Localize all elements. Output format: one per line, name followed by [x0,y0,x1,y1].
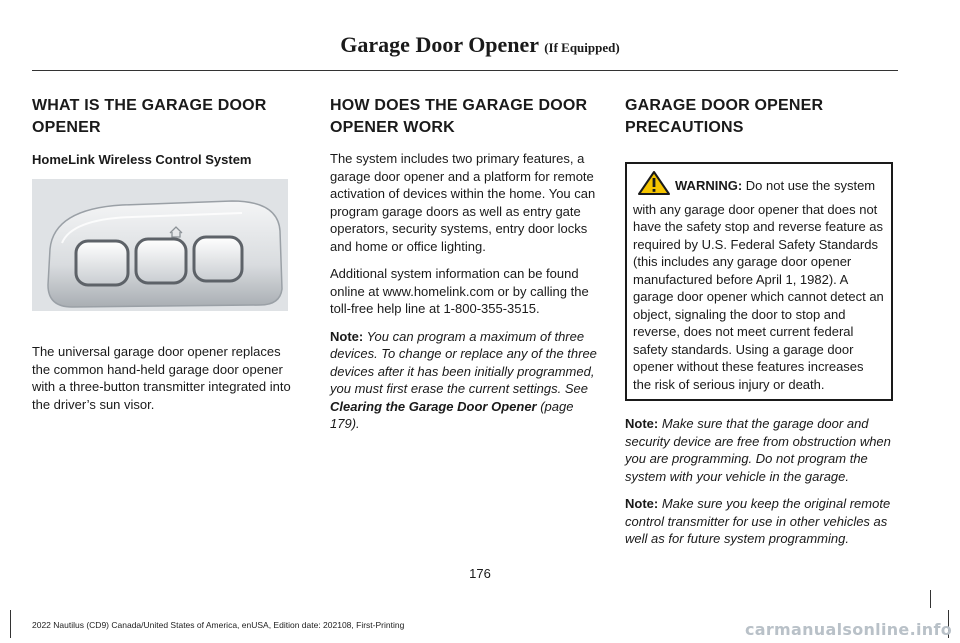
homelink-buttons-photo [32,179,288,311]
homelink-buttons-illustration [32,179,288,311]
warning-triangle-icon [637,170,671,201]
subheading-homelink: HomeLink Wireless Control System [32,152,252,167]
column-what-is [32,96,300,423]
column-precautions [625,96,893,558]
header-divider [32,70,898,71]
heading-how-it-works: HOW DOES THE GARAGE DOOR OPENER WORK [330,97,588,136]
page-header-title [0,32,960,58]
page-number: 176 [469,566,491,581]
note-free-from-obstruction: Note: Make sure that the garage door and security device are free from obstruction when you are programming. Do not program the system with your vehicle in the garage. [625,416,891,484]
paragraph-universal-opener: The universal garage door opener replaces the common hand-held garage door opener with a three-button transmitter integrated into the driver’s sun visor. [32,344,291,412]
warning-label: WARNING: [675,178,743,193]
header-title-text: Garage Door Opener [340,32,539,57]
link-clearing-opener[interactable]: Clearing the Garage Door Opener [330,398,537,414]
column-how-it-works [330,96,598,443]
paragraph-system-features: The system includes two primary features, a garage door opener and a platform for remote activation of devices within the home. You can program garage doors as well as entry gate operators, security systems, entry door locks and home or office lighting. [330,151,596,254]
header-subtitle: (If Equipped) [544,40,620,55]
note-programming-limit: Note: You can program a maximum of three devices. To change or replace any of the three devices after it has been initially programmed, you must first erase the current settings. See Clearing the Garage Door Opener (page 179). [330,328,597,431]
heading-what-is: WHAT IS THE GARAGE DOOR OPENER [32,97,267,136]
crop-mark-right [930,590,931,608]
watermark-logo: carmanualsonline.info [744,620,952,639]
crop-mark-left-bottom [10,610,11,638]
footer-edition-info: 2022 Nautilus (CD9) Canada/United States of America, enUSA, Edition date: 202108, First-Printing [32,620,405,630]
note-keep-original-remote: Note: Make sure you keep the original remote control transmitter for use in other vehicles as well as for future system programming. [625,496,891,546]
heading-precautions: GARAGE DOOR OPENER PRECAUTIONS [625,97,824,136]
warning-box [625,162,893,401]
warning-text: Do not use the system with any garage door opener that does not have the safety stop and reverse feature as required by U.S. Federal Safety Standards (this includes any garage door opener manufactured before April 1, 1982). A garage door opener which cannot detect an object, signaling the door to stop and reverse, does not meet current federal safety standards. Using a garage door opener without these features increases the risk of serious injury or death. [633,178,884,392]
paragraph-additional-info: Additional system information can be found online at www.homelink.com or by calling the toll-free help line at 1-800-355-3515. [330,266,589,316]
